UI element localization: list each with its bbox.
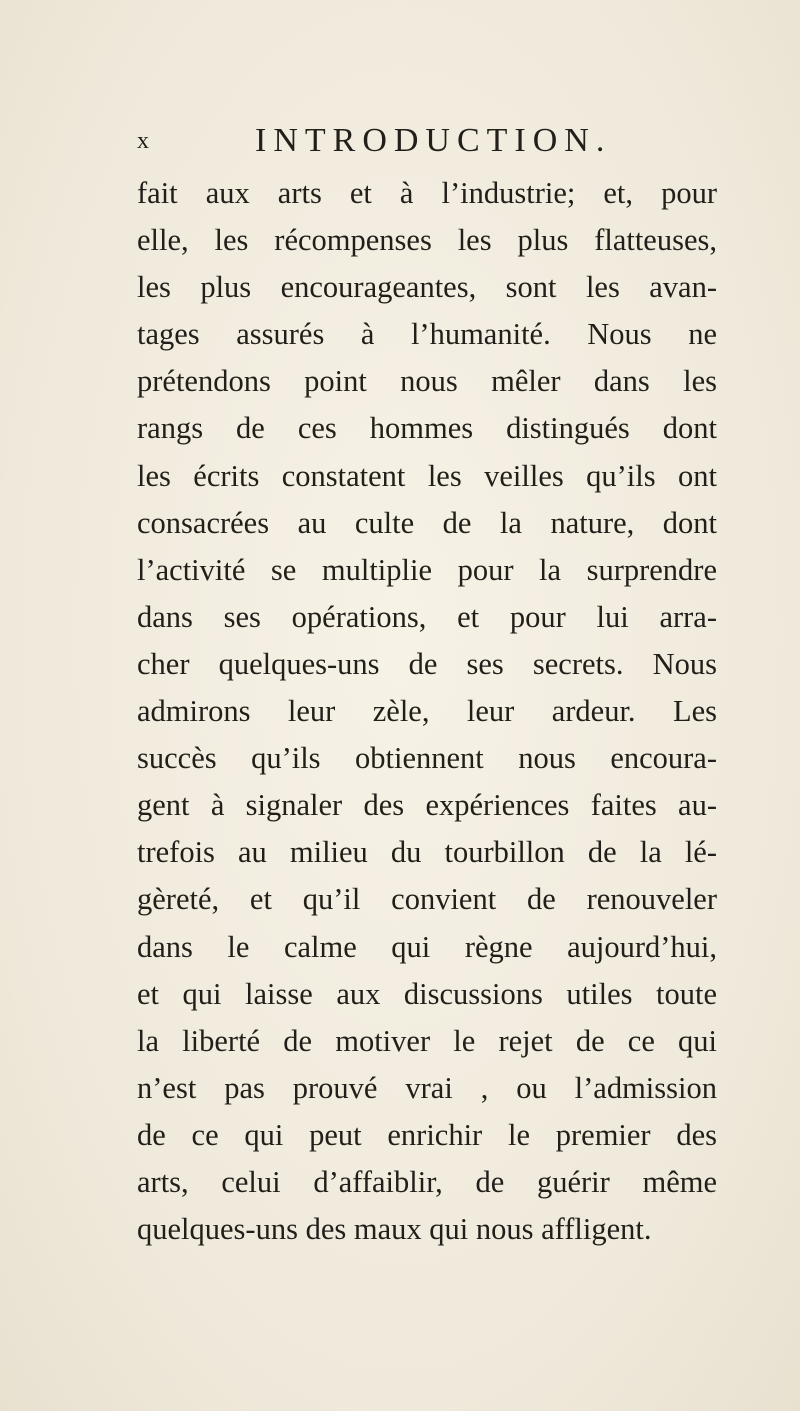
text-line: admirons leur zèle, leur ardeur. Les <box>137 694 717 729</box>
text-line: trefois au milieu du tourbillon de la lé- <box>137 835 717 870</box>
text-line: l’activité se multiplie pour la surprendre <box>137 552 717 587</box>
text-line: la liberté de motiver le rejet de ce qui <box>137 1023 717 1058</box>
text-line: quelques-uns des maux qui nous affligent. <box>137 1212 652 1247</box>
text-line: n’est pas prouvé vrai , ou l’admission <box>137 1070 717 1105</box>
text-line: tages assurés à l’humanité. Nous ne <box>137 317 717 352</box>
text-line: arts, celui d’affaiblir, de guérir même <box>137 1164 717 1199</box>
text-line: dans le calme qui règne aujourd’hui, <box>137 929 717 964</box>
text-line: cher quelques-uns de ses secrets. Nous <box>137 646 717 681</box>
text-line: de ce qui peut enrichir le premier des <box>137 1117 717 1152</box>
text-line: fait aux arts et à l’industrie; et, pour <box>137 176 717 210</box>
text-line: les écrits constatent les veilles qu’ils ont <box>137 458 717 493</box>
text-line: les plus encourageantes, sont les avan- <box>137 270 717 305</box>
text-line: rangs de ces hommes distingués dont <box>137 411 717 446</box>
text-line: et qui laisse aux discussions utiles toute <box>137 976 717 1011</box>
text-line: gent à signaler des expériences faites au- <box>137 788 717 823</box>
section-title: INTRODUCTION. <box>255 122 612 159</box>
page-number: x <box>137 128 150 154</box>
running-head <box>137 122 657 168</box>
text-line: gèreté, et qu’il convient de renouveler <box>137 882 717 917</box>
text-line: prétendons point nous mêler dans les <box>137 364 717 399</box>
text-line: dans ses opérations, et pour lui arra- <box>137 599 717 634</box>
text-line: elle, les récompenses les plus flatteuses, <box>137 223 717 258</box>
body-text <box>137 170 717 1253</box>
text-line: consacrées au culte de la nature, dont <box>137 505 717 540</box>
text-line: succès qu’ils obtiennent nous encoura- <box>137 741 717 776</box>
